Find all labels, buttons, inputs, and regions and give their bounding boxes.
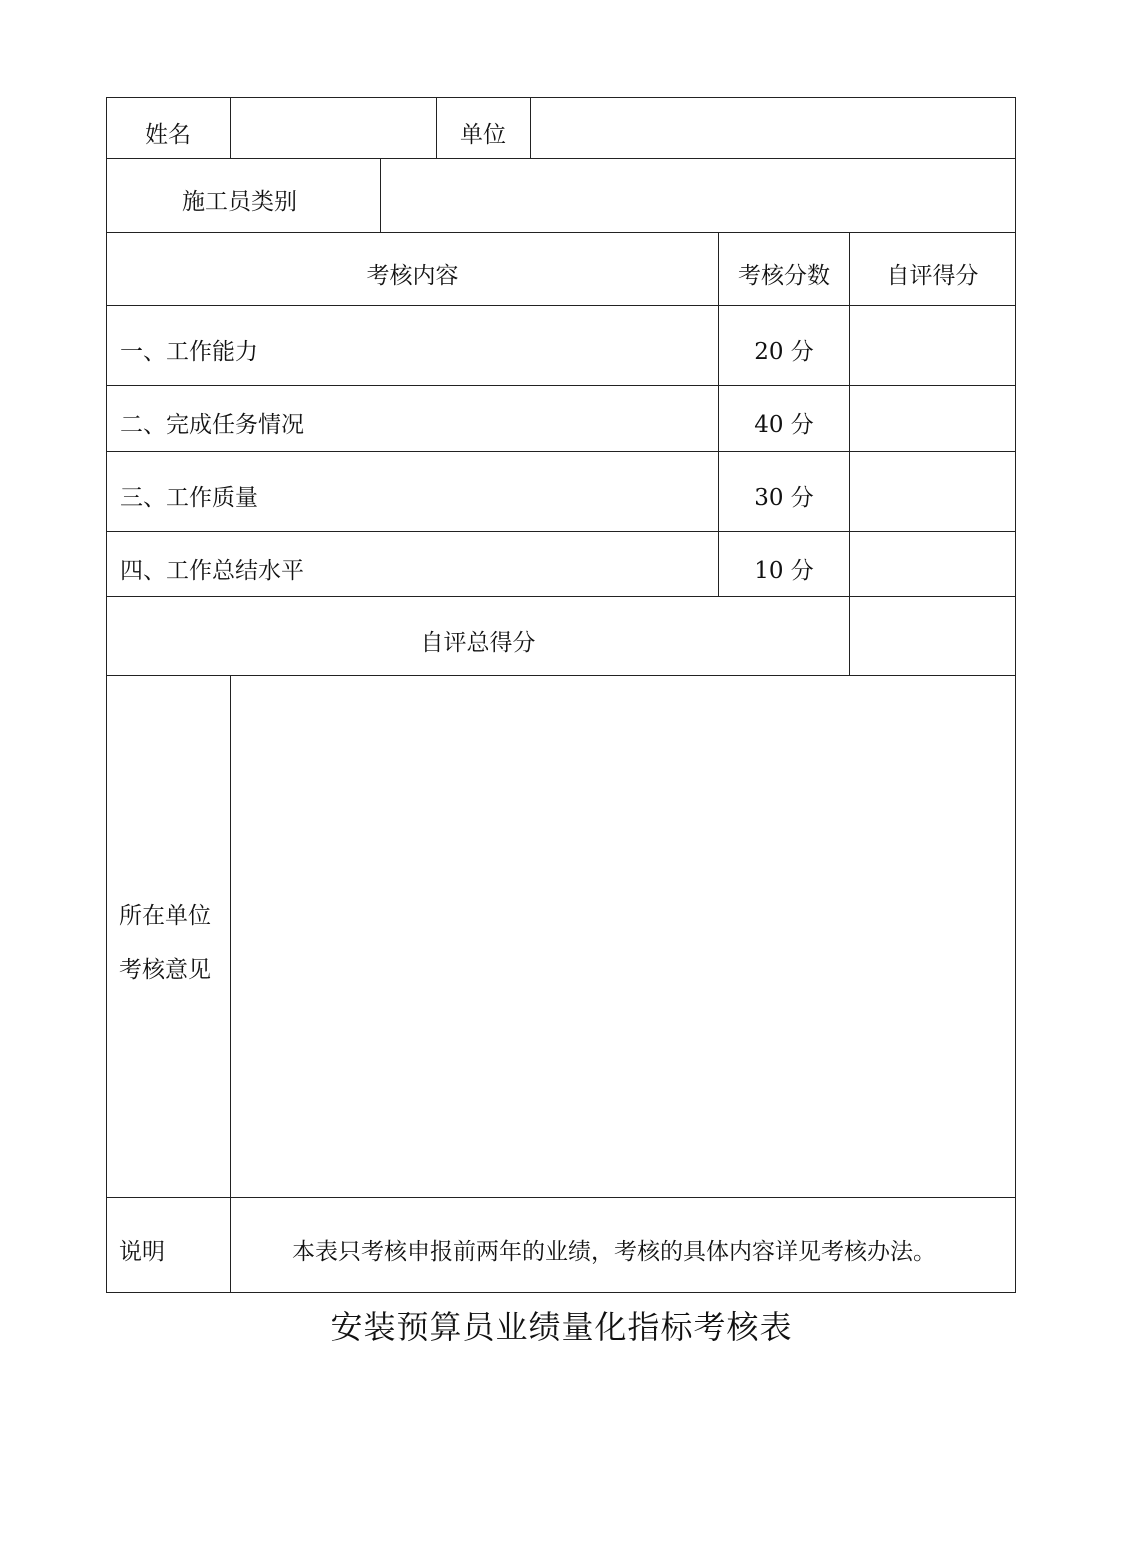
item-label: 二、完成任务情况 bbox=[120, 412, 304, 438]
row-divider bbox=[106, 1197, 1016, 1198]
row-divider bbox=[106, 232, 1016, 233]
item-self-score-field[interactable] bbox=[850, 453, 1015, 531]
unit-field[interactable] bbox=[531, 99, 1015, 158]
item-label: 四、工作总结水平 bbox=[120, 558, 304, 584]
item-self-score-field[interactable] bbox=[850, 387, 1015, 451]
note-text: 本表只考核申报前两年的业绩，考核的具体内容详见考核办法。 bbox=[292, 1239, 936, 1265]
header-self-score: 自评得分 bbox=[886, 263, 979, 289]
name-label: 姓名 bbox=[145, 122, 191, 148]
header-score: 考核分数 bbox=[738, 263, 830, 289]
table-border-bottom bbox=[106, 1292, 1016, 1293]
row-divider bbox=[106, 596, 1016, 597]
item-label: 一、工作能力 bbox=[120, 339, 258, 365]
document-title: 安装预算员业绩量化指标考核表 bbox=[330, 1308, 793, 1346]
row-divider bbox=[106, 305, 1016, 306]
item-self-score-field[interactable] bbox=[850, 307, 1015, 385]
table-border-top bbox=[106, 97, 1016, 98]
name-field[interactable] bbox=[231, 99, 436, 158]
total-self-score-field[interactable] bbox=[850, 598, 1015, 675]
opinion-label-line1: 所在单位 bbox=[119, 903, 211, 929]
category-field[interactable] bbox=[381, 160, 1015, 232]
item-score: 40 分 bbox=[754, 412, 814, 438]
item-score: 10 分 bbox=[754, 558, 814, 584]
row-divider bbox=[106, 385, 1016, 386]
header-content: 考核内容 bbox=[366, 263, 459, 289]
row-divider bbox=[106, 531, 1016, 532]
note-label: 说明 bbox=[119, 1239, 165, 1265]
item-label: 三、工作质量 bbox=[120, 485, 258, 511]
opinion-label-line2: 考核意见 bbox=[119, 957, 211, 983]
opinion-textarea[interactable] bbox=[231, 677, 1015, 1197]
item-self-score-field[interactable] bbox=[850, 533, 1015, 596]
row-divider bbox=[106, 158, 1016, 159]
row-divider bbox=[106, 675, 1016, 676]
total-label: 自评总得分 bbox=[420, 630, 536, 656]
col-divider bbox=[436, 97, 437, 159]
unit-label: 单位 bbox=[460, 122, 506, 148]
item-score: 20 分 bbox=[754, 339, 814, 365]
category-label: 施工员类别 bbox=[182, 189, 297, 215]
table-border-right bbox=[1015, 97, 1016, 1293]
item-score: 30 分 bbox=[754, 485, 814, 511]
row-divider bbox=[106, 451, 1016, 452]
